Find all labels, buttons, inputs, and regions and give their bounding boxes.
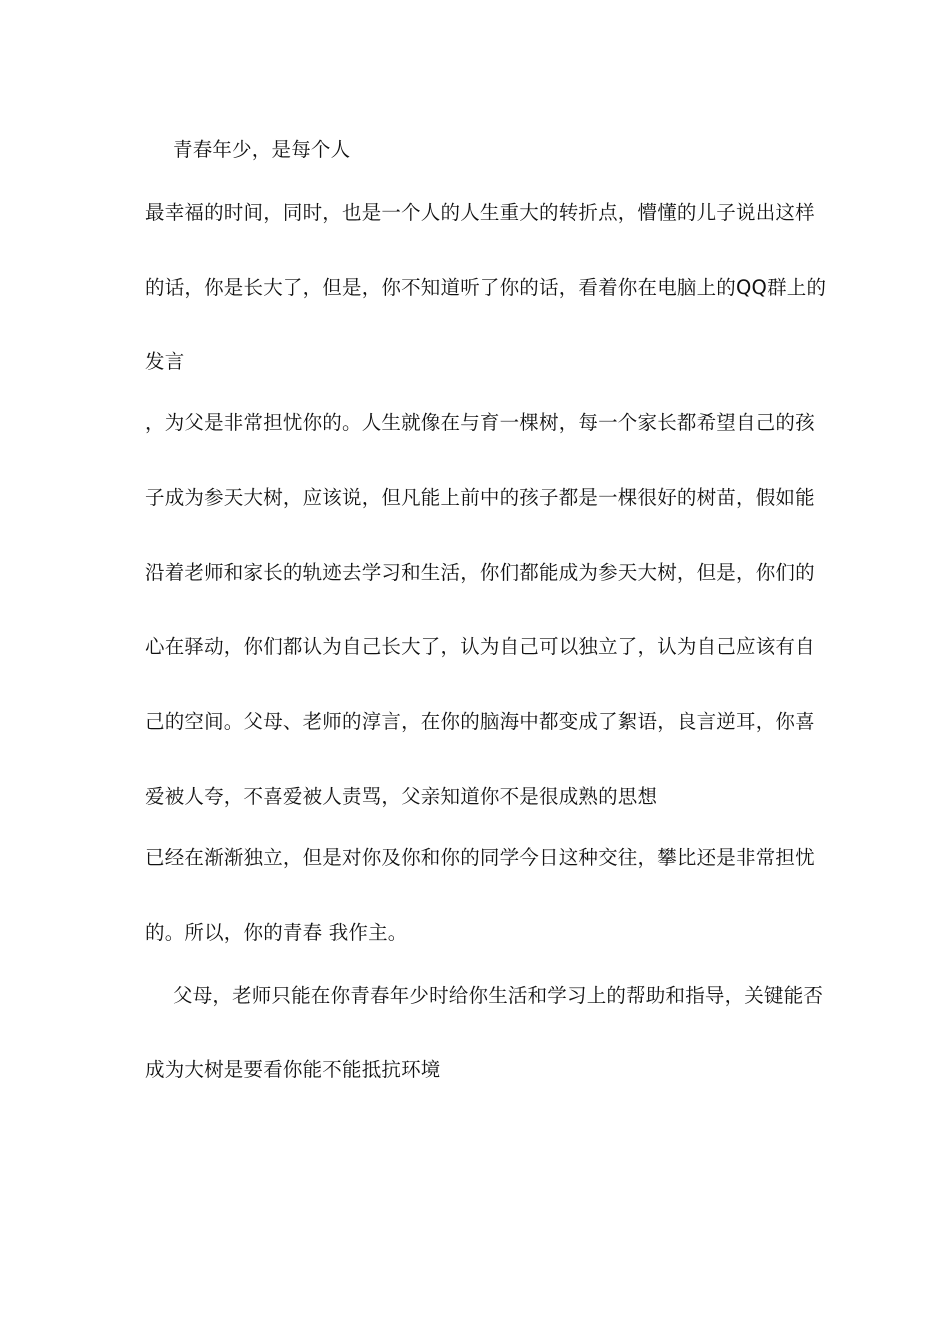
paragraph-line: ，为父是非常担忧你的。人生就像在与育一棵树，每一个家长都希望自己的孩 [145, 411, 815, 434]
paragraph-line: 己的空间。父母、老师的淳言，在你的脑海中都变成了絮语，良言逆耳，你喜 [145, 710, 815, 733]
paragraph-line: 发言 [145, 350, 185, 373]
paragraph-line: 父母，老师只能在你青春年少时给你生活和学习上的帮助和指导，关键能否 [173, 984, 824, 1007]
paragraph-line: 青春年少，是每个人 [173, 138, 351, 161]
paragraph-line: 的。所以，你的青春 我作主。 [145, 921, 408, 944]
paragraph-line: 已经在渐渐独立，但是对你及你和你的同学今日这种交往，攀比还是非常担忧 [145, 846, 815, 869]
paragraph-line: 成为大树是要看你能不能抵抗环境 [145, 1058, 441, 1081]
paragraph-line: 最幸福的时间，同时，也是一个人的人生重大的转折点，懵懂的儿子说出这样 [145, 201, 815, 224]
paragraph-line: 心在驿动，你们都认为自己长大了，认为自己可以独立了，认为自己应该有自 [145, 635, 815, 658]
paragraph-line: 爱被人夸，不喜爱被人责骂，父亲知道你不是很成熟的思想 [145, 785, 658, 808]
paragraph-line: 子成为参天大树，应该说，但凡能上前中的孩子都是一棵很好的树苗，假如能 [145, 486, 815, 509]
paragraph-line: 沿着老师和家长的轨迹去学习和生活，你们都能成为参天大树，但是，你们的 [145, 561, 815, 584]
paragraph-line: 的话，你是长大了，但是，你不知道听了你的话，看着你在电脑上的QQ群上的 [145, 276, 827, 299]
